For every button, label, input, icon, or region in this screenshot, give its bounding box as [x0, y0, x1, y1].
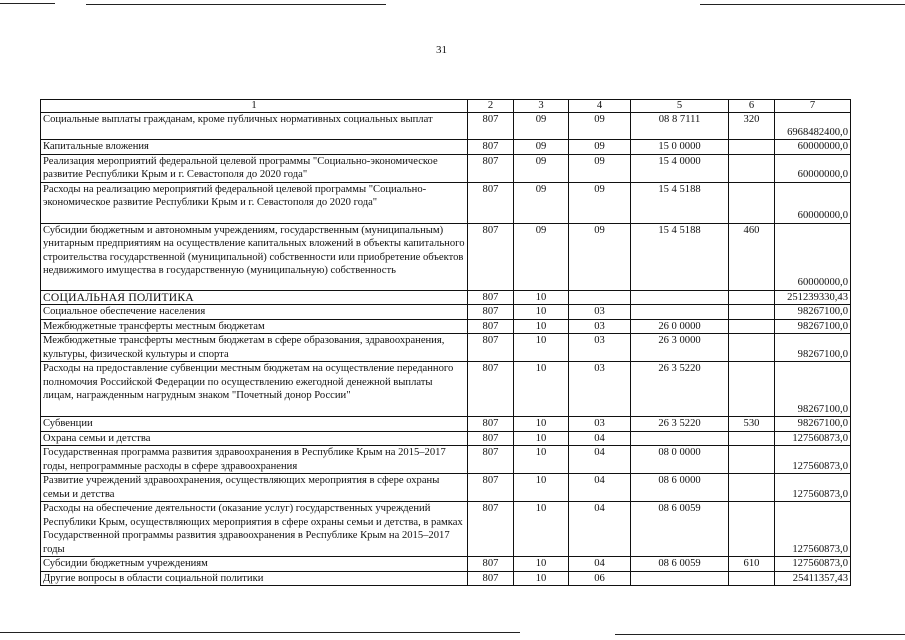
cell-name: Межбюджетные трансферты местным бюджетам — [41, 319, 468, 334]
cell-sum: 98267100,0 — [775, 334, 851, 362]
cell-section: 10 — [514, 557, 569, 572]
cell-ctr: 807 — [468, 140, 514, 155]
cell-type — [729, 140, 775, 155]
cell-type: 320 — [729, 113, 775, 140]
cell-article: 08 0 0000 — [631, 446, 729, 474]
table-row — [41, 571, 851, 586]
cell-ctr: 807 — [468, 446, 514, 474]
cell-ctr: 807 — [468, 305, 514, 320]
cell-article: 15 0 0000 — [631, 140, 729, 155]
cell-name: Капитальные вложения — [41, 140, 468, 155]
cell-sum: 98267100,0 — [775, 305, 851, 320]
cell-section: 10 — [514, 362, 569, 417]
cell-subsection: 09 — [569, 154, 631, 182]
cell-type — [729, 334, 775, 362]
cell-name: Социальные выплаты гражданам, кроме публичных нормативных социальных выплат — [41, 113, 468, 140]
cell-article: 08 8 7111 — [631, 113, 729, 140]
cell-type: 610 — [729, 557, 775, 572]
cell-type — [729, 305, 775, 320]
table-row — [41, 334, 851, 362]
cell-subsection: 03 — [569, 319, 631, 334]
cell-subsection: 09 — [569, 182, 631, 223]
cell-section: 10 — [514, 571, 569, 586]
cell-subsection: 03 — [569, 305, 631, 320]
table-row — [41, 140, 851, 155]
cell-name: Расходы на обеспечение деятельности (оказание услуг) государственных учреждений Республики Крым, осуществляющих мероприятия в сфере охраны семьи и детства, в рамках Государственной программы развития здравоохранения в Республике Крым на 2015–2017 годы — [41, 502, 468, 557]
cell-name: Охрана семьи и детства — [41, 431, 468, 446]
cell-name: Другие вопросы в области социальной политики — [41, 571, 468, 586]
cell-subsection: 04 — [569, 557, 631, 572]
table-row — [41, 182, 851, 223]
table-row — [41, 557, 851, 572]
cell-type — [729, 571, 775, 586]
cell-section: 10 — [514, 334, 569, 362]
cell-subsection: 09 — [569, 223, 631, 290]
cell-section: 09 — [514, 223, 569, 290]
cell-subsection: 09 — [569, 140, 631, 155]
cell-article: 26 3 5220 — [631, 362, 729, 417]
cell-type — [729, 182, 775, 223]
cell-ctr: 807 — [468, 557, 514, 572]
cell-section: 10 — [514, 319, 569, 334]
cell-name: Субсидии бюджетным и автономным учреждениям, государственным (муниципальным) унитарным предприятиям на осуществление капитальных вложений в объекты капитального строительства государственной (муниципальной) собственности или приобретение объектов недвижимого имущества в государственную (муниципальную) собственность — [41, 223, 468, 290]
header-cell-sub: 4 — [569, 100, 631, 113]
cell-subsection: 04 — [569, 431, 631, 446]
cell-name: Субсидии бюджетным учреждениям — [41, 557, 468, 572]
cell-section: 10 — [514, 474, 569, 502]
cell-type: 460 — [729, 223, 775, 290]
cell-sum: 98267100,0 — [775, 362, 851, 417]
cell-article: 26 3 0000 — [631, 334, 729, 362]
cell-section: 10 — [514, 417, 569, 432]
table-row — [41, 502, 851, 557]
cell-subsection: 06 — [569, 571, 631, 586]
table-row — [41, 223, 851, 290]
cell-subsection: 09 — [569, 113, 631, 140]
cell-name: Социальное обеспечение населения — [41, 305, 468, 320]
budget-table — [40, 99, 851, 586]
table-row — [41, 319, 851, 334]
cell-subsection: 04 — [569, 502, 631, 557]
table-row — [41, 431, 851, 446]
cell-ctr: 807 — [468, 290, 514, 305]
cell-sum: 6968482400,0 — [775, 113, 851, 140]
cell-article: 26 0 0000 — [631, 319, 729, 334]
table-row — [41, 362, 851, 417]
cell-section: 09 — [514, 182, 569, 223]
cell-type — [729, 290, 775, 305]
cell-type — [729, 362, 775, 417]
cell-sum: 60000000,0 — [775, 154, 851, 182]
scan-bottom-line-left — [0, 632, 520, 633]
cell-name: Межбюджетные трансферты местным бюджетам в сфере образования, здравоохранения, культуры, физической культуры и спорта — [41, 334, 468, 362]
cell-sum: 98267100,0 — [775, 319, 851, 334]
table-row — [41, 113, 851, 140]
cell-sum: 251239330,43 — [775, 290, 851, 305]
cell-sum: 127560873,0 — [775, 474, 851, 502]
cell-sum: 127560873,0 — [775, 502, 851, 557]
cell-section: 09 — [514, 154, 569, 182]
cell-subsection — [569, 290, 631, 305]
cell-ctr: 807 — [468, 502, 514, 557]
cell-type — [729, 154, 775, 182]
cell-article: 15 4 5188 — [631, 182, 729, 223]
cell-ctr: 807 — [468, 417, 514, 432]
table-row — [41, 446, 851, 474]
cell-section: 10 — [514, 431, 569, 446]
cell-sum: 60000000,0 — [775, 182, 851, 223]
cell-ctr: 807 — [468, 362, 514, 417]
header-cell-ctr: 2 — [468, 100, 514, 113]
cell-ctr: 807 — [468, 431, 514, 446]
cell-article — [631, 290, 729, 305]
cell-section: 09 — [514, 113, 569, 140]
cell-name: СОЦИАЛЬНАЯ ПОЛИТИКА — [41, 290, 468, 305]
cell-article — [631, 305, 729, 320]
cell-ctr: 807 — [468, 319, 514, 334]
table-row — [41, 290, 851, 305]
cell-name: Субвенции — [41, 417, 468, 432]
cell-article: 08 6 0000 — [631, 474, 729, 502]
scan-top-line-mid — [86, 4, 386, 5]
table-row — [41, 154, 851, 182]
table-row — [41, 417, 851, 432]
cell-type — [729, 474, 775, 502]
cell-article — [631, 571, 729, 586]
cell-name: Расходы на предоставление субвенции местным бюджетам на осуществление переданного полномочия Российской Федерации по осуществлению ежегодной денежной выплаты лицам, награжденным нагрудным знаком "Почетный донор России" — [41, 362, 468, 417]
scan-bottom-line-right — [615, 634, 905, 635]
cell-name: Развитие учреждений здравоохранения, осуществляющих мероприятия в сфере охраны семьи и детства — [41, 474, 468, 502]
cell-ctr: 807 — [468, 334, 514, 362]
cell-ctr: 807 — [468, 113, 514, 140]
cell-sum: 60000000,0 — [775, 223, 851, 290]
cell-type — [729, 319, 775, 334]
cell-section: 10 — [514, 502, 569, 557]
cell-name: Реализация мероприятий федеральной целевой программы "Социально-экономическое развитие Республики Крым и г. Севастополя до 2020 года" — [41, 154, 468, 182]
cell-subsection: 04 — [569, 474, 631, 502]
cell-article: 08 6 0059 — [631, 502, 729, 557]
cell-ctr: 807 — [468, 474, 514, 502]
cell-type: 530 — [729, 417, 775, 432]
cell-article: 15 4 5188 — [631, 223, 729, 290]
cell-article: 15 4 0000 — [631, 154, 729, 182]
header-cell-art: 5 — [631, 100, 729, 113]
cell-ctr: 807 — [468, 571, 514, 586]
cell-section: 10 — [514, 290, 569, 305]
table-header-row — [41, 100, 851, 113]
cell-sum: 98267100,0 — [775, 417, 851, 432]
cell-sum: 127560873,0 — [775, 557, 851, 572]
cell-type — [729, 431, 775, 446]
cell-type — [729, 502, 775, 557]
table-row — [41, 305, 851, 320]
cell-ctr: 807 — [468, 223, 514, 290]
scan-top-line-left — [0, 3, 55, 4]
cell-name: Расходы на реализацию мероприятий федеральной целевой программы "Социально-экономическое развитие Республики Крым и г. Севастополя до 2020 года" — [41, 182, 468, 223]
cell-sum: 25411357,43 — [775, 571, 851, 586]
cell-ctr: 807 — [468, 154, 514, 182]
scan-top-line-right — [700, 4, 905, 5]
cell-section: 10 — [514, 446, 569, 474]
cell-sum: 127560873,0 — [775, 431, 851, 446]
header-cell-name: 1 — [41, 100, 468, 113]
cell-subsection: 04 — [569, 446, 631, 474]
cell-ctr: 807 — [468, 182, 514, 223]
table-row — [41, 474, 851, 502]
page-number: 31 — [436, 44, 447, 56]
header-cell-sum: 7 — [775, 100, 851, 113]
cell-subsection: 03 — [569, 334, 631, 362]
header-cell-typ: 6 — [729, 100, 775, 113]
cell-article: 26 3 5220 — [631, 417, 729, 432]
cell-section: 10 — [514, 305, 569, 320]
cell-sum: 60000000,0 — [775, 140, 851, 155]
cell-section: 09 — [514, 140, 569, 155]
cell-subsection: 03 — [569, 362, 631, 417]
cell-article: 08 6 0059 — [631, 557, 729, 572]
cell-sum: 127560873,0 — [775, 446, 851, 474]
cell-subsection: 03 — [569, 417, 631, 432]
cell-article — [631, 431, 729, 446]
header-cell-sec: 3 — [514, 100, 569, 113]
cell-name: Государственная программа развития здравоохранения в Республике Крым на 2015–2017 годы, непрограммные расходы в сфере здравоохранения — [41, 446, 468, 474]
cell-type — [729, 446, 775, 474]
